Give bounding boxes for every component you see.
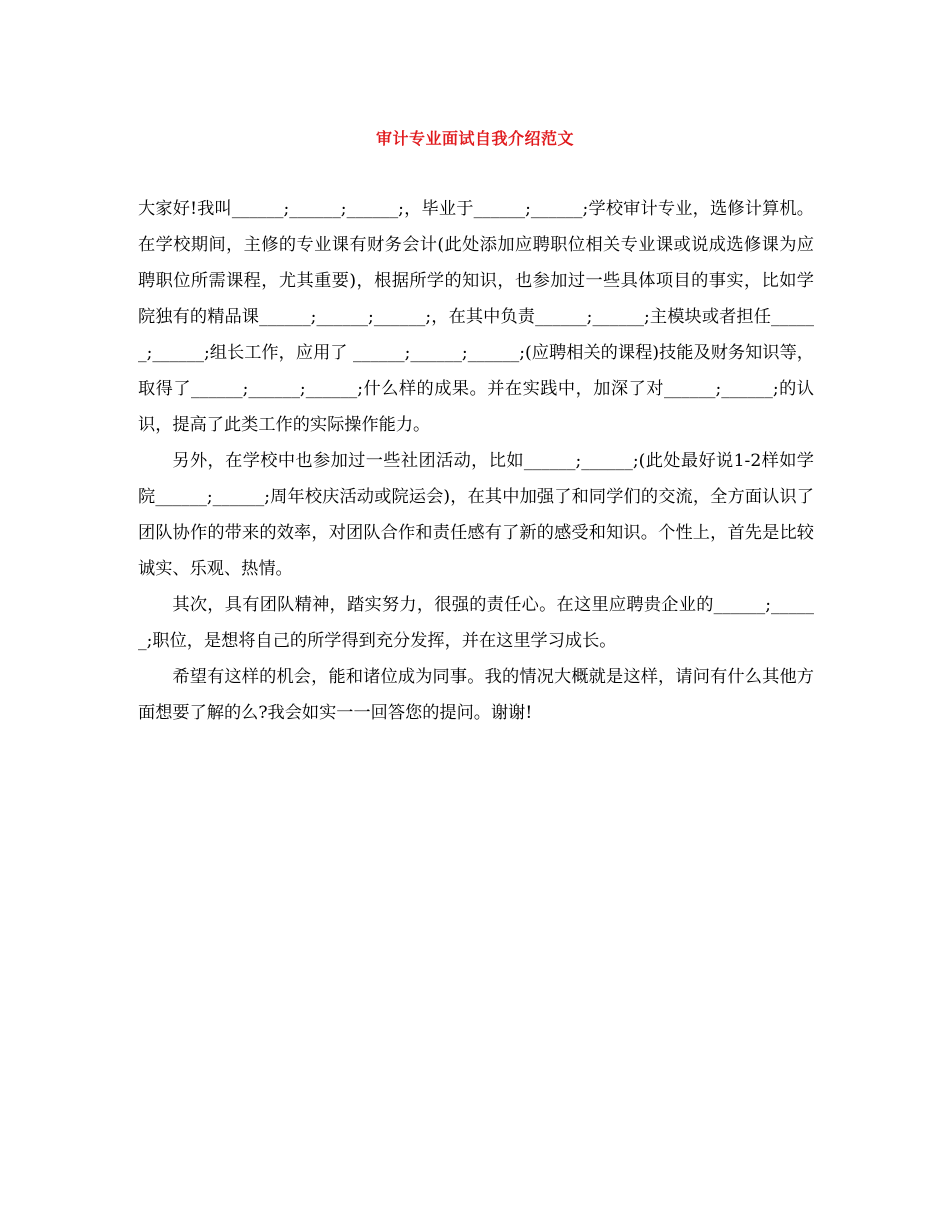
document-body <box>138 191 814 731</box>
paragraph-closing: 希望有这样的机会，能和诸位成为同事。我的情况大概就是这样，请问有什么其他方面想要了解的么?我会如实一一回答您的提问。谢谢! <box>138 667 814 723</box>
document-title: 审计专业面试自我介绍范文 <box>375 129 574 148</box>
paragraph-motivation: 其次，具有团队精神，踏实努力，很强的责任心。在这里应聘贵企业的______;______;职位，是想将自己的所学得到充分发挥，并在这里学习成长。 <box>138 595 814 651</box>
paragraph-activities: 另外，在学校中也参加过一些社团活动，比如______;______;(此处最好说1-2样如学院______;______;周年校庆活动或院运会)，在其中加强了和同学们的交流，全方面认识了团队协作的带来的效率，对团队合作和责任感有了新的感受和知识。个性上，首先是比较诚实、乐观、热情。 <box>138 451 814 579</box>
paragraph-intro: 大家好!我叫______;______;______;，毕业于______;______;学校审计专业，选修计算机。在学校期间，主修的专业课有财务会计(此处添加应聘职位相关专业课或说成选修课为应聘职位所需课程，尤其重要)，根据所学的知识，也参加过一些具体项目的事实，比如学院独有的精品课______;______;______;，在其中负责______;______;主模块或者担任______;______;组长工作，应用了 ______;______;______;(应聘相关的课程)技能及财务知识等，取得了______;______;______;什么样的成果。并在实践中，加深了对______;______;的认识，提高了此类工作的实际操作能力。 <box>138 199 814 435</box>
